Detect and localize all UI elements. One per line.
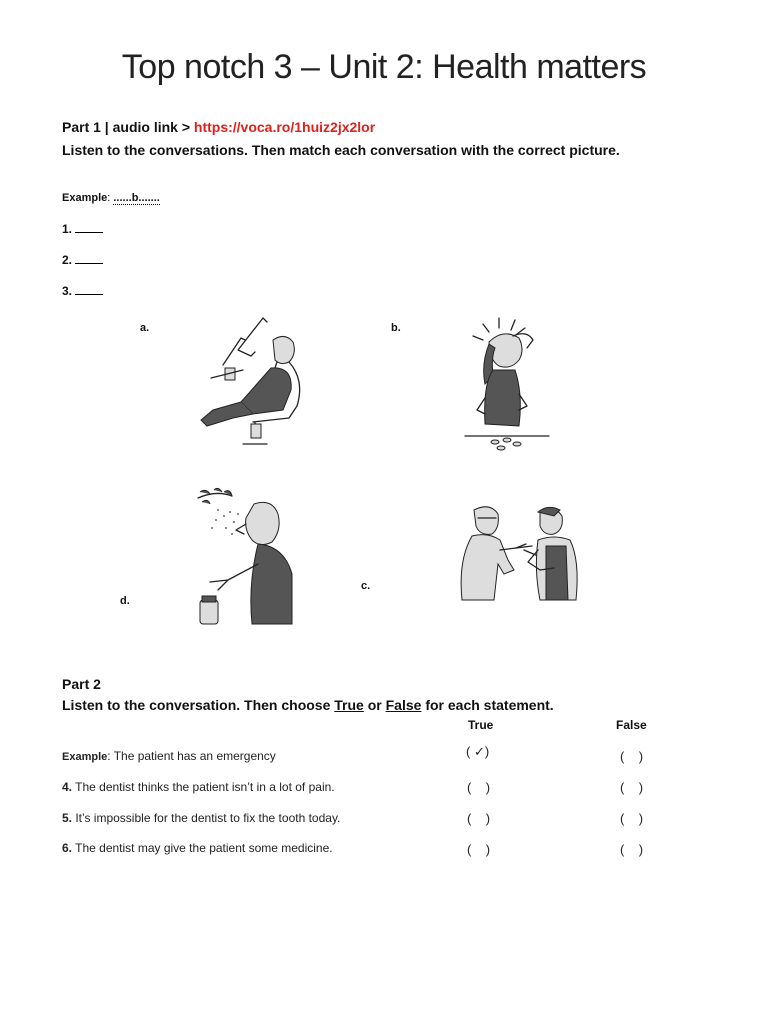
answer-blank[interactable] — [75, 253, 103, 264]
headache-illustration — [463, 314, 559, 454]
column-header-true: True — [468, 718, 494, 732]
statement-6: 6. The dentist may give the patient some medicine. — [62, 841, 333, 855]
answer-item-2[interactable]: 2. — [62, 253, 103, 267]
part2-label: Part 2 — [62, 676, 101, 692]
example-false-choice[interactable]: ( ) — [620, 749, 644, 764]
answer-blank[interactable] — [75, 284, 103, 295]
statement-6-false-choice[interactable]: ( ) — [620, 842, 644, 857]
part1-example: Example: ......b....... — [62, 192, 160, 204]
page-title: Top notch 3 – Unit 2: Health matters — [121, 48, 647, 86]
example-label: Example — [62, 192, 108, 204]
part1-instruction: Listen to the conversations. Then match each conversation with the correct picture. — [62, 142, 620, 158]
answer-item-3[interactable]: 3. — [62, 284, 103, 298]
statement-5-false-choice[interactable]: ( ) — [620, 811, 644, 826]
dentist-chair-illustration — [193, 310, 323, 450]
picture-letter-a: a. — [140, 322, 150, 334]
audio-link[interactable]: https://voca.ro/1huiz2jx2lor — [193, 119, 376, 135]
answer-blank[interactable] — [75, 222, 103, 233]
picture-letter-c: c. — [361, 580, 371, 592]
statement-5-true-choice[interactable]: ( ) — [467, 811, 491, 826]
doctor-injection-illustration — [454, 500, 590, 604]
statement-4-false-choice[interactable]: ( ) — [620, 780, 644, 795]
example-answer: ......b....... — [113, 192, 160, 204]
true-word: True — [334, 697, 364, 713]
example-true-choice[interactable]: ( ✓) — [466, 744, 490, 759]
column-header-false: False — [616, 718, 647, 732]
picture-letter-d: d. — [120, 595, 130, 607]
answer-item-1[interactable]: 1. — [62, 222, 103, 236]
statement-4: 4. The dentist thinks the patient isn’t in a lot of pain. — [62, 780, 335, 794]
picture-letter-b: b. — [391, 322, 401, 334]
part1-header — [62, 119, 375, 135]
statement-4-true-choice[interactable]: ( ) — [467, 780, 491, 795]
statement-6-true-choice[interactable]: ( ) — [467, 842, 491, 857]
false-word: False — [385, 697, 422, 713]
allergy-sneeze-illustration — [188, 484, 298, 629]
part2-instruction: Listen to the conversation. Then choose True or False for each statement. — [62, 697, 554, 713]
part1-label: Part 1 | audio link > — [62, 119, 194, 135]
statement-example: Example: The patient has an emergency — [62, 749, 276, 763]
statement-5: 5. It’s impossible for the dentist to fix the tooth today. — [62, 811, 341, 825]
